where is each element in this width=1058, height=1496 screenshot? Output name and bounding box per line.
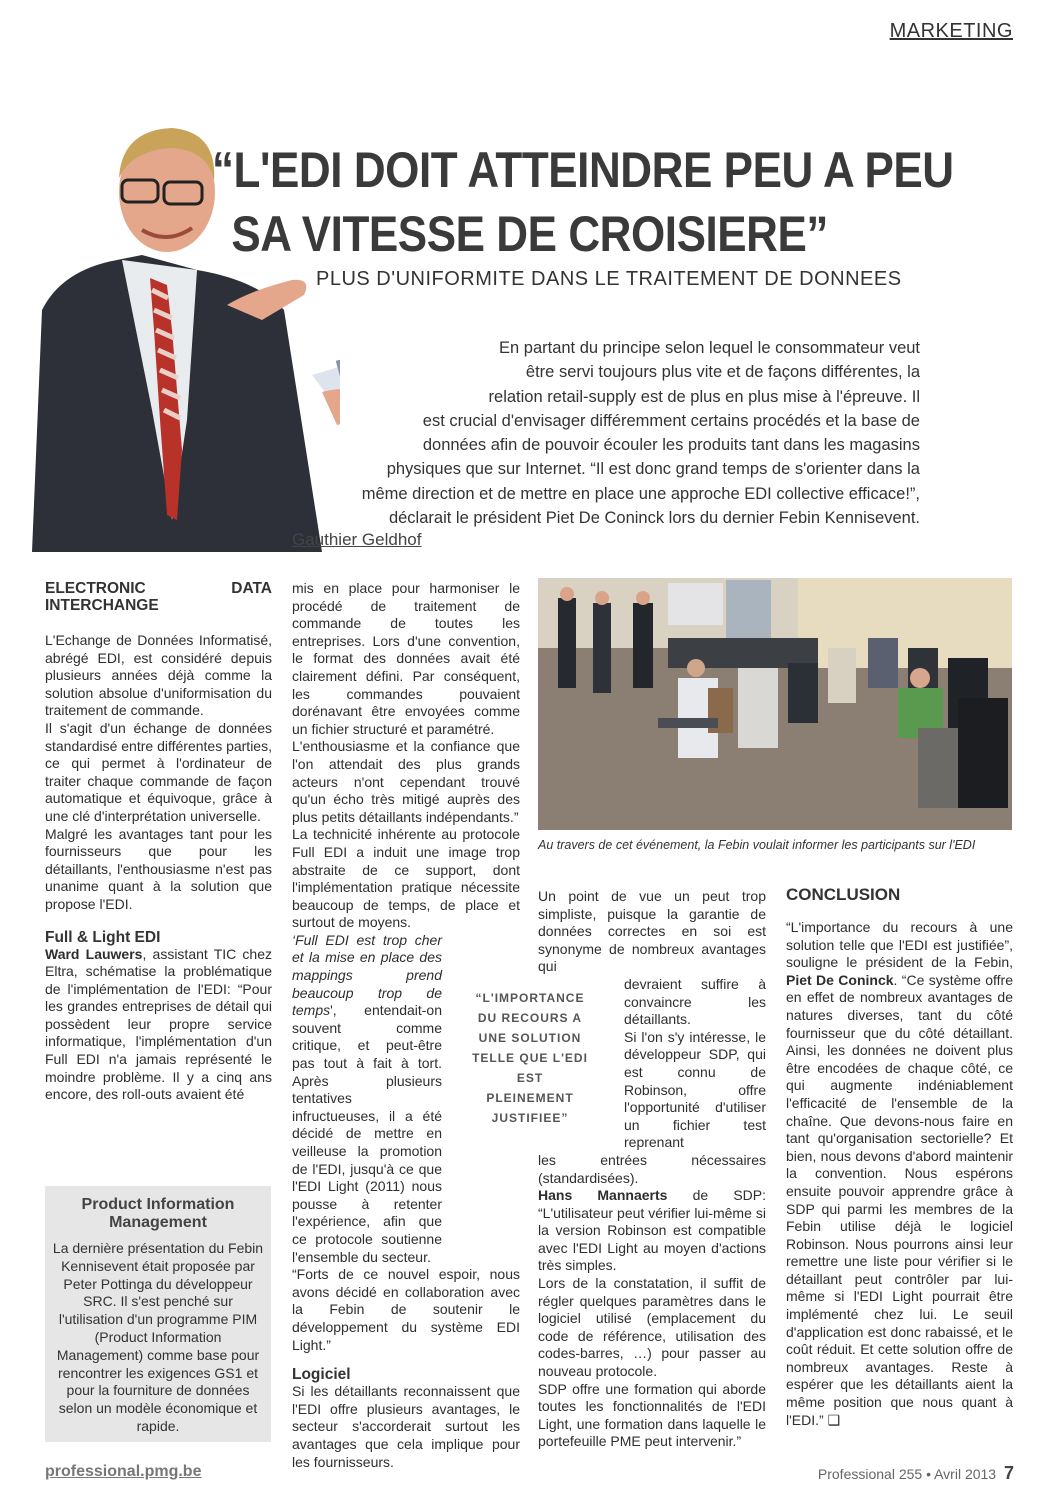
column-4	[786, 886, 1013, 1429]
col1-paragraph: Malgré les avantages tant pour les fournisseurs que pour les détaillants, l'enthousiasme n'est pas unanime quant à la solution que propose l'EDI.	[45, 825, 272, 912]
intro-line: En partant du principe selon lequel le consommateur veut	[499, 339, 920, 357]
col2-paragraph: ', entendait-on souvent comme critique, et peut-être pas tout à fait à tort. Après plusieurs tentatives infructueuses, il a été décidé de mettre en veilleuse la promotion de l'EDI, jusqu'à ce que l'EDI Light (2011) nous pousse à retenter l'expérience, afin que ce protocole soutienne l'ensemble du secteur.	[292, 1002, 442, 1265]
col1-paragraph: L'Echange de Données Informatisé, abrégé EDI, est considéré depuis plusieurs années déjà comme la solution absolue d'uniformisation du traitement de commande.	[45, 632, 272, 719]
col3-paragraph: Un point de vue un peut trop simpliste, puisque la garantie de données correctes en soi est synonyme de nombreux avantages qui	[538, 888, 766, 975]
intro-line: déclarait le président Piet De Coninck lors du dernier Febin Kennisevent.	[388, 509, 920, 528]
col3-paragraph: devraient suffire à convaincre les détaillants.	[624, 975, 766, 1028]
speaker-name: Piet De Coninck	[786, 971, 894, 988]
sidebar-text: La dernière présentation du Febin Kennisevent était proposée par Peter Pottinga du développeur SRC. Il s'est penché sur l'utilisation d'un programme PIM (Product Information Management) comme base pour rencontrer les exigences GS1 et pour la fourniture de données selon un modèle économique et rapide.	[52, 1240, 264, 1434]
col2-paragraph: “Forts de ce nouvel espoir, nous avons décidé en collaboration avec la Febin de soutenir le développement du système EDI Light.”	[292, 1266, 520, 1353]
article-title	[212, 138, 954, 266]
heading-full-light: Full & Light EDI	[45, 928, 161, 946]
col4-paragraph: . “Ce système offre en effet de nombreux avantages de natures diverses, tant du côté fournisseur que du côté détaillant. Ainsi, les données ne doivent plus être encodées de chaque côté, ce qui augmente indéniablement l'efficacité de l'ensemble de la chaîne. Que devons-nous faire en tant qu'organisation sectorielle? Et bien, nous devons d'abord maintenir la convention. Nous espérons ensuite pouvoir apprendre grâce à SDP qui parmi les membres de la Febin utilise déjà le logiciel Robinson. Nous pourrons ainsi leur remettre une liste pour vérifier si le détaillant peut contrôler par lui-même si l'EDI Light pourrait être implémenté chez lui. Le seuil d'application est donc rabaissé, et le coût réduit. Et cette solution offre de nombreux avantages. Reste à espérer que les détaillants aient la même position que nous quant à l'EDI.” ❑	[786, 971, 1013, 1428]
column-3	[538, 888, 766, 1451]
col2-paragraph: L'enthousiasme et la confiance que l'on attendait des plus grands acteurs n'ont cependant trouvé qu'un écho très mitigé auprès des plus petits détaillants indépendants.”	[292, 738, 520, 825]
intro-line: être servi toujours plus vite et de façons différentes, la	[525, 363, 920, 382]
col3-paragraph: Si l'on s'y intéresse, le développeur SDP, qui est connu de Robinson, offre l'opportunité d'utiliser un fichier test reprenant	[624, 1028, 766, 1151]
title-line-1: “L'EDI DOIT ATTEINDRE PEU A PEU	[212, 142, 954, 198]
heading-logiciel: Logiciel	[292, 1366, 351, 1384]
intro-line: données afin de pouvoir écouler les produits tant dans les magasins	[422, 436, 920, 455]
page-footer	[818, 1463, 1014, 1484]
intro-line: physiques que sur Internet. “Il est donc grand temps de s'orienter dans la	[386, 460, 920, 479]
col3-paragraph: Lors de la constatation, il suffit de régler quelques paramètres dans le logiciel utilisé (emplacement du code de référence, utilisation des codes-barres, …) pour passer au nouveau protocole.	[538, 1275, 766, 1380]
event-photo	[538, 578, 1012, 830]
col2-paragraph: Si les détaillants reconnaissent que l'EDI offre plusieurs avantages, le secteur s'accorderait surtout les avantages que cela implique pour les fournisseurs.	[292, 1383, 520, 1470]
col3-paragraph: de SDP: “L'utilisateur peut vérifier lui-même si la version Robinson est compatible avec l'EDI Light au moyen d'actions très simples.	[538, 1187, 766, 1274]
col4-paragraph: “L'importance du recours à une solution telle que l'EDI est justifiée”, souligne le président de la Febin,	[786, 919, 1013, 971]
heading-conclusion: CONCLUSION	[786, 885, 901, 904]
quoted-critique: ‘Full EDI est trop cher et la mise en place des mappings prend beaucoup trop de temps	[292, 931, 442, 1019]
intro-line: est crucial d'envisager différemment certains procédés et la base de	[422, 411, 920, 430]
col3-paragraph: SDP offre une formation qui aborde toutes les fonctionnalités de l'EDI Light, une formation dans laquelle le portefeuille PME peut intervenir.”	[538, 1380, 766, 1450]
col2-paragraph: La technicité inhérente au protocole Full EDI a induit une image trop abstraite de ce support, dont l'implémentation pratique nécessite beaucoup de temps, de place et surtout de moyens.	[292, 826, 520, 931]
speaker-name: Ward Lauwers	[45, 945, 143, 962]
intro-line: même direction et de mettre en place une approche EDI collective efficace!”,	[361, 484, 920, 503]
pim-sidebar	[45, 1186, 271, 1442]
section-label: MARKETING	[889, 20, 1013, 42]
heading-edi: ELECTRONIC DATA INTERCHANGE	[45, 580, 272, 614]
col2-paragraph: mis en place pour harmoniser le procédé de traitement de commande de toutes les entreprises. Lors d'une convention, le format des données avait été clairement défini. Par conséquent, les commandes pouvaient dorénavant être envoyées comme un fichier structuré et paramétré.	[292, 580, 520, 737]
intro-line: relation retail-supply est de plus en plus mise à l'épreuve. Il	[488, 387, 920, 406]
column-1	[45, 580, 272, 1104]
speaker-name: Hans Mannaerts	[538, 1187, 668, 1204]
col3-paragraph: les entrées nécessaires (standardisées).	[538, 1151, 766, 1186]
title-line-2: SA VITESSE DE CROISIERE”	[231, 206, 828, 262]
website-link[interactable]: professional.pmg.be	[45, 1463, 202, 1480]
author-byline: Gauthier Geldhof	[292, 530, 422, 549]
col1-paragraph: , assistant TIC chez Eltra, schématise la problématique de l'implémentation de l'EDI: “Pour les grandes entreprises de détail qui possèdent leur propre service informatique, l'implémentation d'un Full EDI n'a jamais représenté le moindre problème. Il y a cinq ans encore, des roll-outs avaient été	[45, 945, 273, 1103]
sidebar-title: Product Information Management	[81, 1196, 235, 1231]
article-subtitle: PLUS D'UNIFORMITE DANS LE TRAITEMENT DE DONNEES	[316, 268, 902, 290]
issue-info: Professional 255 • Avril 2013	[817, 1466, 997, 1482]
intro-paragraph	[290, 336, 920, 530]
photo-caption: Au travers de cet événement, la Febin voulait informer les participants sur l'EDI	[538, 838, 976, 852]
pull-quote: “L'IMPORTANCE DU RECOURS A UNE SOLUTION TELLE QUE L'EDI EST PLEINEMENT JUSTIFIEE”	[472, 991, 588, 1125]
page-number: 7	[1003, 1463, 1014, 1483]
col1-paragraph: Il s'agit d'un échange de données standardisé entre différentes parties, ce qui permet à l'ordinateur de traiter chaque commande de façon automatique et équivoque, grâce à une clé d'interprétation universelle.	[45, 719, 272, 824]
